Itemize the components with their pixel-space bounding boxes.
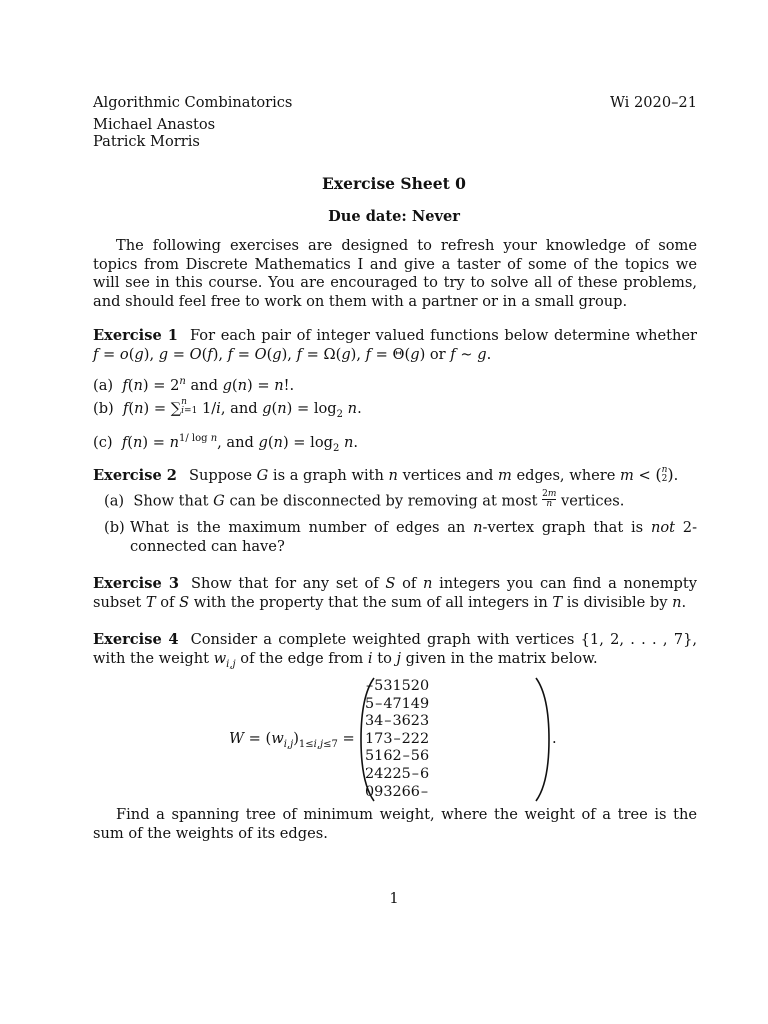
matrix-cell: –: [375, 695, 383, 712]
exercise-4-label: Exercise 4: [93, 631, 179, 648]
matrix-cell: 5: [365, 695, 375, 712]
author-2: Patrick Morris: [93, 133, 200, 150]
matrix-label: $W = (w_{i,j})_{1\le i,j\le 7}$ =: [229, 730, 355, 750]
exercise-1-statement: Exercise 1 For each pair of integer valued functions below determine whether f = o(g), g = O(f), f = O(g), f = Ω(g), f = Θ(g) or f ∼ g.: [93, 327, 697, 363]
exercise-2-part-b: (b) What is the maximum number of edges an n-vertex graph that is not 2-connected can have?: [104, 519, 697, 555]
exercise-4-followup: Find a spanning tree of minimum weight, where the weight of a tree is the sum of the weights of its edges.: [93, 806, 697, 842]
matrix-cell: 6: [401, 713, 411, 730]
intro-paragraph: The following exercises are designed to refresh your knowledge of some topics from Discrete Mathematics I and give a taster of some of the topics we will see in this course. You are encouraged to try to solve all of these problems, and should feel free to work on them with a partner or in a small group.: [93, 237, 697, 310]
part-a-label: (a): [93, 376, 114, 394]
matrix-cell: 5: [410, 748, 420, 765]
exercise-3-label: Exercise 3: [93, 575, 180, 592]
matrix-right-paren: [531, 676, 551, 803]
matrix-cell: 2: [410, 713, 420, 730]
matrix-cell: 9: [419, 695, 430, 712]
matrix-cell: 3: [365, 713, 375, 730]
exercise-4-statement: Exercise 4 Consider a complete weighted graph with vertices {1, 2, . . . , 7}, with the weight $w_{i,j}$ of the edge from i to j given in the matrix below.: [93, 631, 697, 670]
matrix-cell: 7: [374, 730, 384, 747]
matrix-cell: 2: [419, 730, 430, 747]
matrix-cell: 6: [383, 748, 393, 765]
matrix-row: [365, 748, 429, 766]
matrix-cell: 4: [374, 713, 384, 730]
matrix-cell: –: [365, 678, 374, 694]
matrix-cell: –: [411, 765, 419, 782]
matrix-cell: –: [384, 713, 392, 730]
matrix-cell: 1: [392, 678, 402, 694]
matrix-cell: 6: [410, 783, 420, 800]
matrix-cell: 3: [383, 678, 393, 694]
due-date: Due date: Never: [328, 208, 460, 225]
exercise-2-part-a: (a) Show that G can be disconnected by removing at most $\frac{2m}{n}$ vertices.: [104, 489, 625, 510]
matrix-cell: 3: [383, 730, 393, 747]
part-c-label: (c): [93, 433, 113, 451]
matrix-cell: 2: [383, 765, 393, 782]
matrix-cell: 1: [401, 695, 411, 712]
matrix-cell: 0: [419, 678, 430, 694]
ex2-part-a-label: (a): [104, 492, 125, 510]
matrix-cell: –: [420, 783, 429, 800]
matrix-cell: 2: [401, 730, 411, 747]
matrix-cell: 6: [401, 783, 411, 800]
exercise-2-label: Exercise 2: [93, 467, 177, 484]
matrix-cell: 4: [410, 695, 420, 712]
matrix-cell: 9: [374, 783, 384, 800]
matrix-cell: 4: [383, 695, 393, 712]
matrix-grid: [365, 678, 429, 801]
matrix-cell: 6: [419, 765, 430, 782]
matrix-cell: 3: [383, 783, 393, 800]
matrix-cell: 2: [392, 765, 402, 782]
matrix-cell: 2: [392, 748, 402, 765]
matrix-row: [365, 713, 429, 731]
exercise-1-part-b: (b) f(n) = ∑n i=1 1/i, and $g(n) = \log_2 n$.: [93, 397, 362, 420]
matrix-cell: 6: [419, 748, 430, 765]
matrix-cell: 3: [392, 713, 402, 730]
matrix-cell: 2: [365, 765, 375, 782]
matrix-row: [365, 766, 429, 784]
matrix-period: .: [552, 730, 557, 747]
matrix-cell: 4: [374, 765, 384, 782]
matrix-cell: 7: [392, 695, 402, 712]
matrix-cell: 5: [401, 765, 411, 782]
exercise-1-label: Exercise 1: [93, 327, 178, 344]
matrix-cell: 0: [365, 783, 375, 800]
matrix-row: [365, 784, 429, 802]
matrix-row: [365, 731, 429, 749]
matrix-cell: –: [402, 748, 410, 765]
matrix-cell: 5: [374, 678, 384, 694]
exercise-1-part-c: (c) $f(n) = n^{1/ log n}$, and $g(n) = \log_2 n$.: [93, 433, 359, 454]
matrix-row: [365, 696, 429, 714]
course-title: Algorithmic Combinatorics: [93, 94, 293, 111]
page-number: 1: [389, 890, 399, 907]
matrix-cell: 2: [410, 678, 420, 694]
matrix-cell: 5: [401, 678, 411, 694]
matrix-cell: 1: [365, 730, 375, 747]
matrix-cell: 3: [419, 713, 430, 730]
author-1: Michael Anastos: [93, 116, 216, 133]
exercise-1-part-a: (a) $f(n) = 2^n$ and g(n) = n!.: [93, 376, 295, 394]
matrix-cell: 2: [392, 783, 402, 800]
part-b-label: (b): [93, 400, 114, 417]
exercise-2-statement: Exercise 2 Suppose G is a graph with n vertices and m edges, where m < (n 2).: [93, 465, 679, 484]
matrix-row: [365, 678, 429, 696]
term: Wi 2020–21: [609, 94, 697, 111]
matrix-cell: 2: [410, 730, 420, 747]
matrix-cell: 1: [374, 748, 384, 765]
matrix-cell: 5: [365, 748, 375, 765]
exercise-3-statement: Exercise 3 Show that for any set of S of n integers you can find a nonempty subset T of S with the property that the sum of all integers in T is divisible by n.: [93, 575, 698, 611]
sheet-title: Exercise Sheet 0: [322, 174, 466, 193]
ex2-part-b-label: (b): [104, 519, 125, 536]
matrix-cell: –: [393, 730, 401, 747]
